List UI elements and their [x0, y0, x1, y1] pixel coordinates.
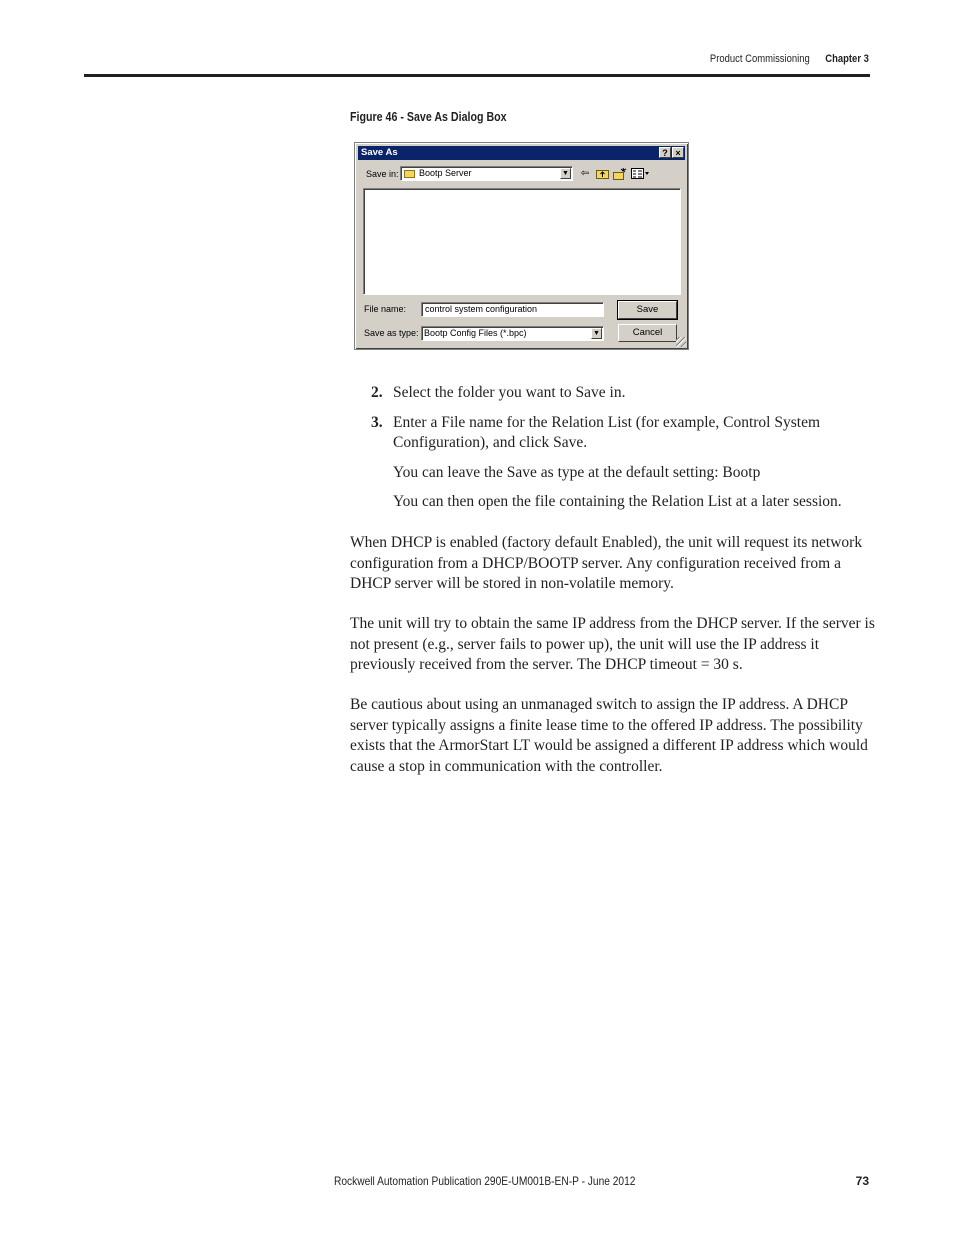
up-folder-icon[interactable]: [595, 168, 609, 180]
new-folder-icon[interactable]: [613, 168, 627, 180]
step-number: 3.: [371, 413, 383, 431]
header-rule: [84, 74, 870, 77]
figure-caption: Figure 46 - Save As Dialog Box: [350, 109, 507, 124]
header-chapter: Chapter 3: [825, 53, 869, 65]
save-as-type-label: Save as type:: [364, 328, 419, 338]
step-number: 2.: [371, 384, 383, 401]
save-as-type-value: Bootp Config Files (*.bpc): [424, 328, 527, 338]
footer-publication: Rockwell Automation Publication 290E-UM001B-EN-P - June 2012: [334, 1174, 636, 1188]
dialog-title: Save As: [361, 147, 398, 158]
save-in-label: Save in:: [366, 169, 399, 179]
folder-icon: [404, 170, 415, 178]
procedure-steps: [371, 383, 871, 522]
save-button[interactable]: Save: [618, 301, 677, 319]
resize-grip-icon[interactable]: [676, 337, 686, 347]
body-paragraph: When DHCP is enabled (factory default Enabled), the unit will request its network configuration from a DHCP/BOOTP server. Any configuration received from a DHCP server will be stored in non-volatile memory.: [350, 534, 863, 592]
step-text: Select the folder you want to Save in.: [393, 384, 626, 401]
body-paragraph: The unit will try to obtain the same IP address from the DHCP server. If the server is not present (e.g., server fails to power up), the unit will use the IP address it previously received from the server. The DHCP timeout = 30 s.: [350, 615, 875, 673]
dropdown-arrow-icon[interactable]: ▼: [560, 168, 571, 179]
body-paragraph: Be cautious about using an unmanaged switch to assign the IP address. A DHCP server typically assigns a finite lease time to the offered IP address. The possibility exists that the ArmorStart LT would be assigned a different IP address which would cause a stop in communication with the controller.: [350, 696, 868, 775]
back-icon[interactable]: ⇦: [580, 168, 590, 179]
step-note: You can leave the Save as type at the default setting: Bootp: [393, 463, 761, 481]
step-item: [371, 383, 871, 404]
page-header: [710, 53, 869, 65]
file-list[interactable]: [363, 188, 681, 295]
file-name-value: control system configuration: [425, 304, 538, 314]
help-button[interactable]: ?: [659, 147, 671, 158]
step-text: Enter a File name for the Relation List (for example, Control System Configuration), and click Save.: [393, 413, 821, 451]
save-as-type-combo[interactable]: [421, 326, 604, 341]
file-name-input[interactable]: [421, 302, 604, 317]
file-name-label: File name:: [364, 304, 407, 314]
dialog-titlebar[interactable]: [358, 146, 685, 160]
save-as-dialog: [354, 142, 689, 350]
cancel-button[interactable]: Cancel: [618, 324, 677, 342]
dropdown-arrow-icon[interactable]: ▼: [591, 328, 602, 339]
view-menu-icon[interactable]: [631, 168, 651, 180]
save-in-combo[interactable]: [400, 166, 573, 181]
step-item: [371, 413, 871, 454]
save-in-value: Bootp Server: [419, 168, 472, 178]
header-section: Product Commissioning: [709, 53, 810, 65]
step-note: You can then open the file containing the Relation List at a later session.: [393, 493, 842, 510]
close-button[interactable]: ×: [672, 147, 684, 158]
page-number: 73: [855, 1174, 869, 1188]
